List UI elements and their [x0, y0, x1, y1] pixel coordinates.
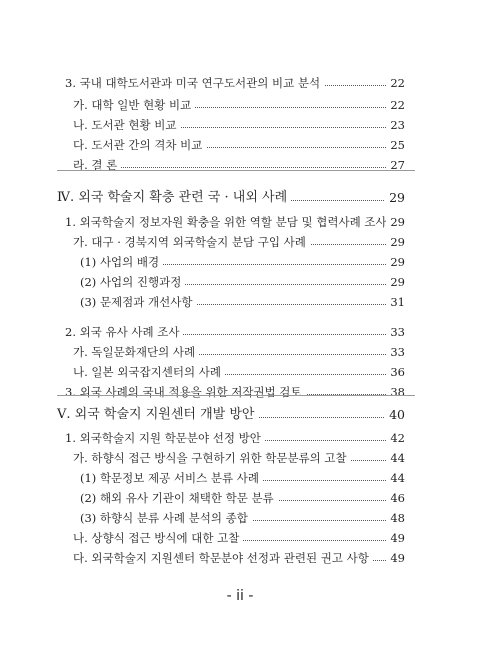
toc-entry: [0, 382, 480, 402]
toc-entry: [0, 73, 480, 93]
toc-entry-title: Ⅳ. 외국 학술지 확충 관련 국 · 내외 사례: [57, 188, 291, 208]
toc-entry-page: 22: [386, 95, 405, 115]
toc-entry: [0, 232, 480, 252]
toc-entry-title: 다. 도서관 간의 격차 비교: [73, 135, 206, 155]
toc-entry-title: 라. 결 론: [73, 155, 121, 175]
toc-entry: [0, 488, 480, 508]
toc-entry-page: 29: [386, 252, 405, 272]
toc-entry-title: 다. 외국학술지 지원센터 학문분야 선정과 관련된 권고 사항: [73, 548, 373, 568]
toc-entry: [0, 115, 480, 135]
toc-entry-page: 49: [386, 528, 405, 548]
toc-entry-page: 42: [386, 428, 405, 448]
toc-entry-page: 33: [386, 342, 405, 362]
toc-entry-title: 가. 하향식 접근 방식을 구현하기 위한 학문분류의 고찰: [73, 448, 351, 468]
toc-entry-title: 1. 외국학술지 지원 학문분야 선정 방안: [65, 428, 265, 448]
toc-entry-title: 나. 일본 외국잡지센터의 사례: [73, 362, 225, 382]
toc-entry-title: Ⅴ. 외국 학술지 지원센터 개발 방안: [57, 405, 258, 425]
toc-entry-page: 48: [386, 508, 405, 528]
toc-entry-page: 36: [386, 362, 405, 382]
toc-entry: [0, 528, 480, 548]
toc-entry: [0, 272, 480, 292]
toc-entry-page: 29: [386, 232, 405, 252]
toc-entry-page: 49: [386, 548, 405, 568]
toc-entry-title: (2) 사업의 진행과정: [80, 272, 185, 292]
chapter-divider: [57, 395, 415, 396]
toc-entry-page: 44: [386, 468, 405, 488]
toc-entry: [0, 322, 480, 342]
toc-entry: [0, 448, 480, 468]
toc-entry-page: 29: [386, 272, 405, 292]
toc-entry: [0, 342, 480, 362]
toc-entry: [0, 135, 480, 155]
chapter-divider: [57, 170, 415, 171]
toc-entry-page: 46: [386, 488, 405, 508]
toc-entry: [0, 508, 480, 528]
toc-entry-page: 44: [386, 448, 405, 468]
toc-entry: [0, 252, 480, 272]
toc-entry-page: 22: [386, 73, 405, 93]
toc-entry: [0, 362, 480, 382]
toc-entry-title: 3. 국내 대학도서관과 미국 연구도서관의 비교 분석: [65, 73, 324, 93]
toc-entry: [0, 155, 480, 175]
toc-entry: [0, 468, 480, 488]
toc-entry-page: 29: [386, 212, 405, 232]
toc-entry-title: (3) 하향식 분류 사례 분석의 종합: [80, 508, 252, 528]
toc-entry: [0, 95, 480, 115]
toc-entry: [0, 188, 480, 208]
toc-entry-page: 23: [386, 115, 405, 135]
page-number-footer: - ii -: [226, 588, 254, 604]
toc-entry-page: 33: [386, 322, 405, 342]
toc-entry-title: 가. 대학 일반 현황 비교: [73, 95, 195, 115]
toc-entry-page: 38: [386, 382, 405, 402]
toc-entry-title: (3) 문제점과 개선사항: [80, 292, 196, 312]
toc-entry-page: 31: [386, 292, 405, 312]
toc-entry-title: 가. 독일문화재단의 사례: [73, 342, 199, 362]
toc-entry-title: 1. 외국학술지 정보자원 확충을 위한 역할 분담 및 협력사례 조사: [65, 212, 391, 232]
toc-entry-page: 40: [385, 405, 405, 425]
toc-entry-title: 2. 외국 유사 사례 조사: [65, 322, 183, 342]
toc-entry: [0, 212, 480, 232]
toc-entry: [0, 405, 480, 425]
toc-entry-title: 나. 상향식 접근 방식에 대한 고찰: [73, 528, 243, 548]
toc-entry: [0, 548, 480, 568]
toc-entry: [0, 292, 480, 312]
toc-entry-title: (2) 해외 유사 기관이 채택한 학문 분류: [80, 488, 278, 508]
toc-entry-page: 29: [385, 188, 405, 208]
toc-entry-title: (1) 학문정보 제공 서비스 분류 사례: [80, 468, 263, 488]
toc-entry-page: 25: [386, 135, 405, 155]
toc-entry-page: 27: [386, 155, 405, 175]
dot-leader: [73, 167, 398, 168]
toc-entry-title: (1) 사업의 배경: [80, 252, 163, 272]
toc-entry-title: 가. 대구 · 경북지역 외국학술지 분담 구입 사례: [73, 232, 310, 252]
toc-entry-title: 나. 도서관 현황 비교: [73, 115, 181, 135]
toc-entry: [0, 428, 480, 448]
toc-entry-title: 3. 외국 사례의 국내 적용을 위한 저작권법 검토: [65, 382, 306, 402]
